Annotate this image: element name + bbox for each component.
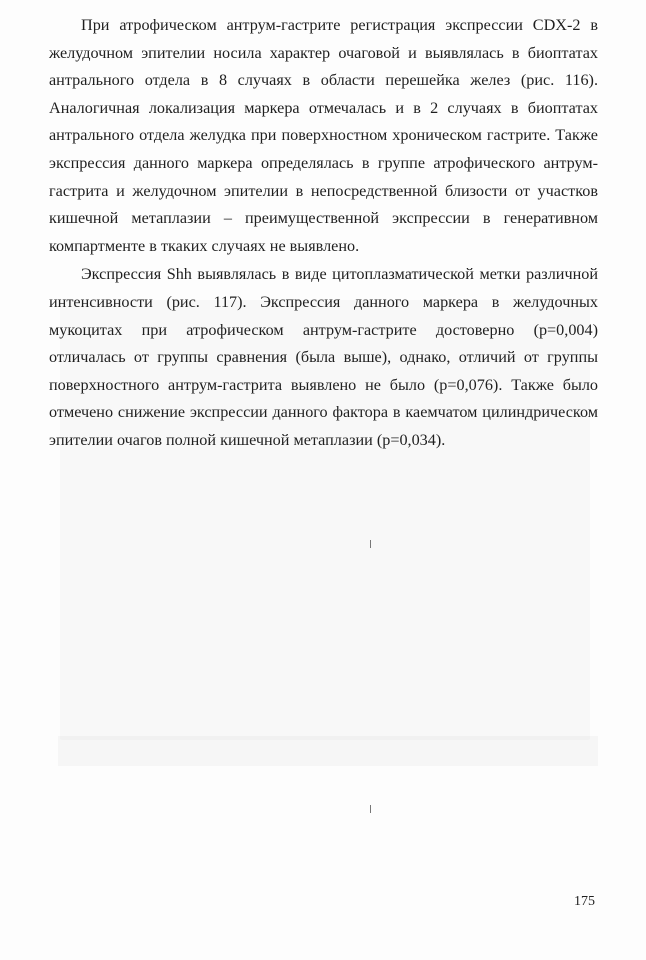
show-through-caption (58, 736, 598, 766)
scan-artifact-mark (370, 805, 371, 813)
paragraph-shh: Экспрессия Shh выявлялась в виде цитоплазматической метки различной интенсивности (рис. 117). Экспрессия данного маркера в желудочных мукоцитах при атрофическом антрум-гастрите достоверно (p=0,004) отличалась от группы сравнения (была выше), однако, отличий от группы поверхностного антрум-гастрита выявлено не было (p=0,076). Также было отмечено снижение экспрессии данного фактора в каемчатом цилиндрическом эпителии очагов полной кишечной метаплазии (p=0,034). (49, 265, 598, 449)
body-text (49, 12, 598, 455)
paragraph-cdx2: При атрофическом антрум-гастрите регистрация экспрессии CDX-2 в желудочном эпителии носила характер очаговой и выявлялась в биоптатах антрального отдела в 8 случаях в области перешейка желез (рис. 116). Аналогичная локализация маркера отмечалась и в 2 случаях в биоптатах антрального отдела желудка при поверхностном хроническом гастрите. Также экспрессия данного маркера определялась в группе атрофического антрум-гастрита и желудочном эпителии в непосредственной близости от участков кишечной метаплазии – преимущественной экспрессии в генеративном компартменте в ткаких случаях не выявлено. (49, 16, 598, 255)
page-number: 175 (574, 894, 595, 909)
scan-artifact-mark (370, 540, 371, 548)
